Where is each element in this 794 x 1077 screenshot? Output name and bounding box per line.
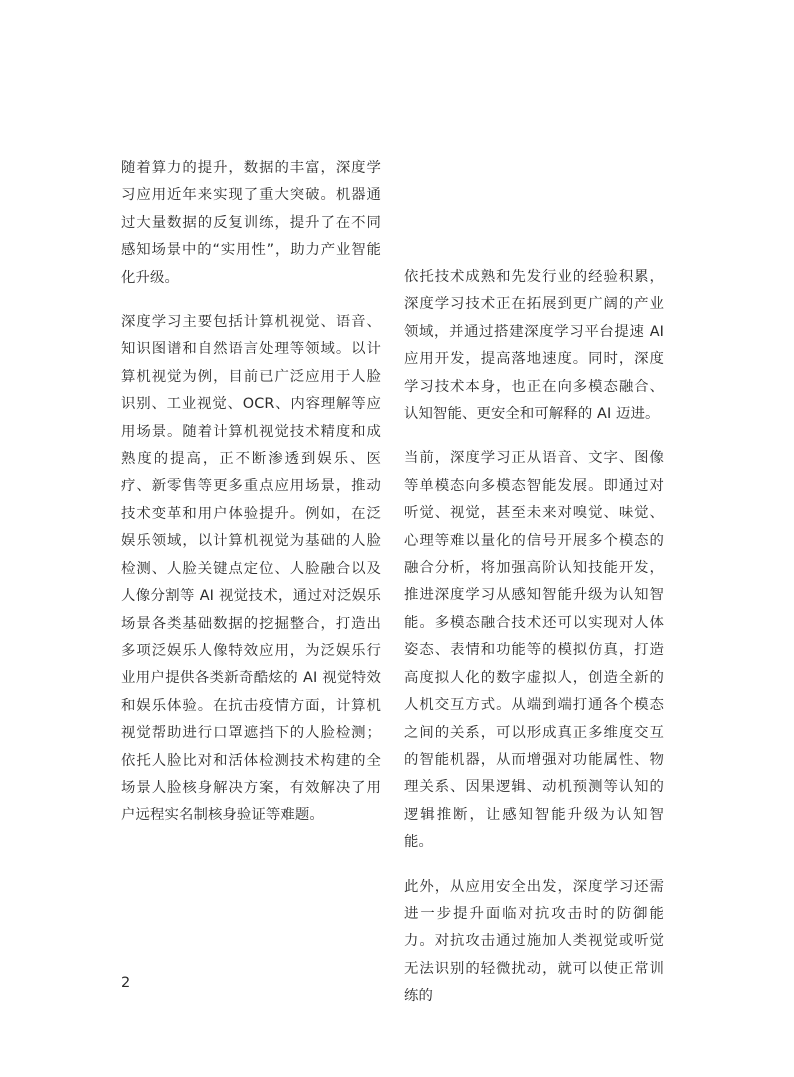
paragraph-industry-expansion: 依托技术成熟和先发行业的经验积累，深度学习技术正在拓展到更广阔的产业领域，并通过搭建深度学习平台提速 AI 应用开发，提高落地速度。同时，深度学习技术本身，也正在向多模态融合、认知智能、更安全和可解释的 AI 迈进。	[404, 269, 664, 423]
paragraph-compute-breakthrough: 随着算力的提升，数据的丰富，深度学习应用近年来实现了重大突破。机器通过大量数据的反复训练，提升了在不同感知场景中的“实用性”，助力产业智能化升级。	[121, 160, 381, 286]
paragraph-adversarial-security: 此外，从应用安全出发，深度学习还需进一步提升面临对抗攻击时的防御能力。对抗攻击通过施加人类视觉或听觉无法识别的轻微扰动，就可以使正常训练的	[404, 878, 664, 1005]
paragraph-deep-learning-fields: 深度学习主要包括计算机视觉、语音、知识图谱和自然语言处理等领域。以计算机视觉为例，目前已广泛应用于人脸识别、工业视觉、OCR、内容理解等应用场景。随着计算机视觉技术精度和成熟度的提高，正不断渗透到娱乐、医疗、新零售等更多重点应用场景，推动技术变革和用户体验提升。例如，在泛娱乐领域，以计算机视觉为基础的人脸检测、人脸关键点定位、人脸融合以及人像分割等 AI 视觉技术，通过对泛娱乐场景各类基础数据的挖掘整合，打造出多项泛娱乐人像特效应用，为泛娱乐行业用户提供各类新奇酷炫的 AI 视觉特效和娱乐体验。在抗击疫情方面，计算机视觉帮助进行口罩遮挡下的人脸检测；依托人脸比对和活体检测技术构建的全场景人脸核身解决方案，有效解决了用户远程实名制核身验证等难题。	[121, 314, 381, 824]
paragraph-multimodal-intelligence: 当前，深度学习正从语音、文字、图像等单模态向多模态智能发展。即通过对听觉、视觉，甚至未来对嗅觉、味觉、心理等难以量化的信号开展多个模态的融合分析，将加强高阶认知技能开发，推进深度学习从感知智能升级为认知智能。多模态融合技术还可以实现对人体姿态、表情和功能等的模拟仿真，打造高度拟人化的数字虚拟人，创造全新的人机交互方式。从端到端打通各个模态之间的关系，可以形成真正多维度交互的智能机器，从而增强对功能属性、物理关系、因果逻辑、动机预测等认知的逻辑推断，让感知智能升级为认知智能。	[404, 450, 664, 851]
page-number: 2	[121, 975, 131, 991]
right-column	[404, 264, 664, 1028]
left-column	[121, 155, 381, 847]
